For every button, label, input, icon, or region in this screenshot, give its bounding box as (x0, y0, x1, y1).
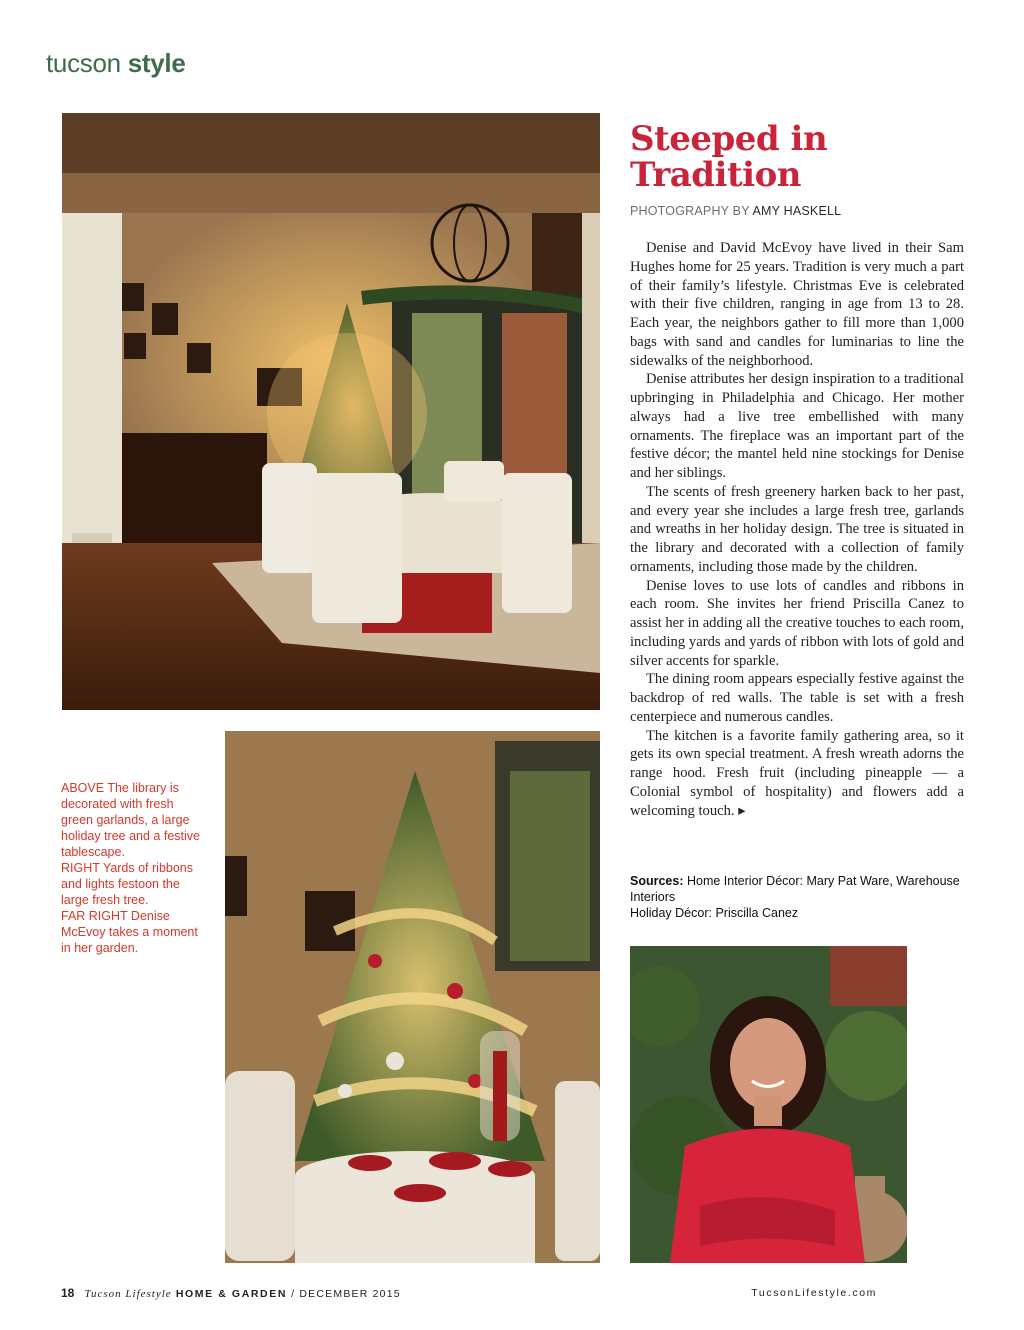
magazine-name: Tucson Lifestyle (84, 1288, 172, 1300)
article-body (630, 239, 964, 820)
body-paragraph: Denise attributes her design inspiration to a traditional upbringing in Philadelphia and Chicago. Her mother always had a live tree embellished with many ornaments. The fireplace was an important part of the festive décor; the mantel held nine stockings for Denise and her siblings. (630, 371, 964, 481)
body-paragraph: Denise and David McEvoy have lived in their Sam Hughes home for 25 years. Tradition is very much a part of their family’s lifestyle. Christmas Eve is celebrated with their five children, ranging in age from 13 to 28. Each year, the neighbors gather to fill more than 1,000 bags with sand and candles for luminarias to line the sidewalks of the neighborhood. (630, 240, 964, 369)
issue-date: / DECEMBER 2015 (287, 1288, 401, 1300)
photo-caption (61, 780, 201, 956)
portrait-photo (630, 946, 907, 1263)
photo-credit (630, 204, 841, 218)
section-tag (46, 48, 186, 79)
credit-prefix: PHOTOGRAPHY BY (630, 204, 753, 218)
caption-right: RIGHT Yards of ribbons and lights festoon the large fresh tree. (61, 861, 194, 907)
page-number: 18 (61, 1286, 75, 1300)
caption-above: ABOVE The library is decorated with fresh green garlands, a large holiday tree and a festive tablescape. (61, 781, 200, 859)
library-photo (62, 113, 600, 710)
body-paragraph: Denise loves to use lots of candles and ribbons in each room. She invites her friend Priscilla Canez to assist her in adding all the creative touches to each room, including yards and yards of ribbon with lots of gold and silver accents for sparkle. (630, 577, 964, 669)
body-paragraph: The dining room appears especially festive against the backdrop of red walls. The table is set with a fresh centerpiece and numerous candles. (630, 671, 964, 725)
section-tag-bold: style (127, 48, 186, 78)
tree-photo (225, 731, 600, 1263)
magazine-section: HOME & GARDEN (175, 1288, 288, 1300)
sources-line-1: Home Interior Décor: Mary Pat Ware, Warehouse Interiors (630, 874, 960, 904)
credit-name: AMY HASKELL (752, 204, 842, 218)
caption-far-right: FAR RIGHT Denise McEvoy takes a moment in her garden. (61, 909, 198, 955)
body-paragraph: The kitchen is a favorite family gathering area, so it gets its own special treatment. A fresh wreath adorns the range hood. Fresh fruit (including pineapple — a Colonial symbol of hospitality) and flowers add a welcoming touch. ▸ (630, 727, 964, 819)
sources-block (630, 873, 960, 921)
body-paragraph: The scents of fresh greenery harken back to her past, and every year she includes a large fresh tree, garlands and wreaths in her holiday design. The tree is situated in the library and decorated with a collection of family ornaments, including those made by the children. (630, 483, 964, 575)
website-url: TucsonLifestyle.com (751, 1287, 877, 1299)
sources-line-2: Holiday Décor: Priscilla Canez (630, 906, 799, 920)
page-footer (61, 1286, 401, 1300)
article-headline: Steeped in Tradition (630, 119, 828, 195)
section-tag-light: tucson (46, 48, 121, 78)
sources-label: Sources: (630, 874, 684, 888)
